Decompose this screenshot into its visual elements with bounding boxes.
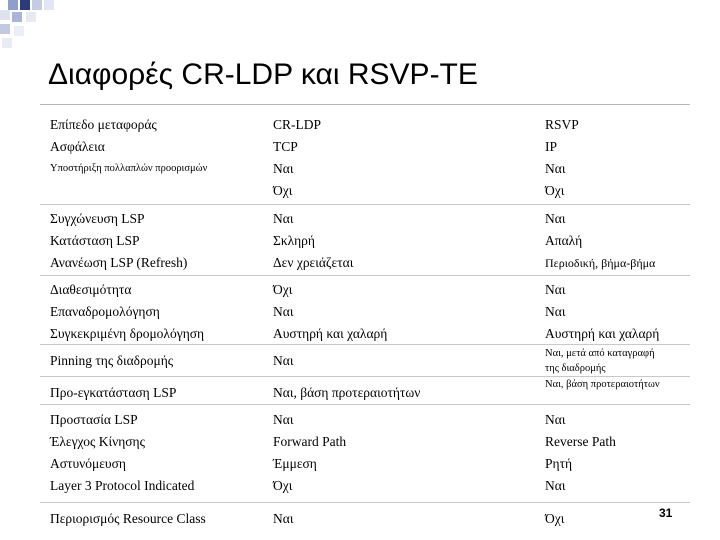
feature-label: Pinning της διαδρομής xyxy=(50,353,174,368)
crldp-value: Ναι xyxy=(273,211,294,226)
feature-label: Διαθεσιμότητα xyxy=(50,282,132,297)
crldp-value: TCP xyxy=(273,139,298,154)
crldp-value: Δεν χρειάζεται xyxy=(273,255,354,270)
table-row xyxy=(40,377,690,405)
feature-label: Συγχώνευση LSP xyxy=(50,211,145,226)
rsvp-value: Ναι xyxy=(545,304,566,319)
feature-label: Επαναδρομολόγηση xyxy=(50,304,160,319)
feature-label: Προστασία LSP xyxy=(50,412,138,427)
feature-cell xyxy=(50,350,270,372)
feature-label: Επίπεδο μεταφοράς xyxy=(50,117,157,132)
rsvp-value: Όχι xyxy=(545,183,565,198)
rsvp-value: Απαλή xyxy=(545,233,583,248)
feature-cell xyxy=(50,279,270,345)
crldp-value: Ναι xyxy=(273,511,294,526)
feature-label: Προ-εγκατάσταση LSP xyxy=(50,385,177,400)
table-row xyxy=(40,205,690,276)
feature-cell xyxy=(50,409,270,497)
rsvp-value: της διαδρομής xyxy=(545,363,606,374)
rsvp-value: Ναι xyxy=(545,412,566,427)
crldp-cell xyxy=(273,508,543,530)
table-row xyxy=(40,276,690,345)
crldp-cell xyxy=(273,279,543,345)
crldp-cell xyxy=(273,114,543,202)
table-row xyxy=(40,345,690,377)
rsvp-value: Ρητή xyxy=(545,456,573,471)
rsvp-value: Περιοδική, βήμα-βήμα xyxy=(545,256,656,270)
feature-label: Αστυνόμευση xyxy=(50,456,126,471)
table-row xyxy=(40,503,690,533)
comparison-table xyxy=(40,108,690,533)
rsvp-value: Ναι xyxy=(545,161,566,176)
rsvp-value: Όχι xyxy=(545,511,565,526)
crldp-value: Όχι xyxy=(273,478,293,493)
crldp-value: Σκληρή xyxy=(273,233,315,248)
rsvp-cell xyxy=(545,409,690,497)
feature-label: Έλεγχος Κίνησης xyxy=(50,434,145,449)
rsvp-cell xyxy=(545,346,690,376)
feature-label: Ανανέωση LSP (Refresh) xyxy=(50,255,188,270)
feature-label: Ασφάλεια xyxy=(50,139,105,154)
rsvp-cell xyxy=(545,377,690,392)
crldp-value: Αυστηρή και χαλαρή xyxy=(273,326,388,341)
rsvp-value: Ναι, μετά από καταγραφή xyxy=(545,348,655,359)
rsvp-value: Αυστηρή και χαλαρή xyxy=(545,326,660,341)
crldp-value: Όχι xyxy=(273,183,293,198)
feature-cell xyxy=(50,508,270,530)
rsvp-column-header: RSVP xyxy=(545,117,579,132)
feature-label: Υποστήριξη πολλαπλών προορισμών xyxy=(50,163,208,174)
crldp-cell xyxy=(273,382,543,404)
table-row xyxy=(40,108,690,205)
crldp-value: Ναι xyxy=(273,161,294,176)
slide-title: Διαφορές CR-LDP και RSVP-TE xyxy=(48,58,478,91)
crldp-value: Όχι xyxy=(273,282,293,297)
crldp-cell xyxy=(273,409,543,497)
crldp-column-header: CR-LDP xyxy=(273,117,322,132)
crldp-value: Ναι xyxy=(273,353,294,368)
feature-label: Layer 3 Protocol Indicated xyxy=(50,478,195,493)
feature-label: Κατάσταση LSP xyxy=(50,233,140,248)
feature-cell xyxy=(50,382,270,404)
title-divider xyxy=(40,104,690,105)
feature-label: Συγκεκριμένη δρομολόγηση xyxy=(50,326,205,341)
rsvp-value: Reverse Path xyxy=(545,434,616,449)
crldp-cell xyxy=(273,208,543,274)
rsvp-value: Ναι xyxy=(545,282,566,297)
rsvp-value: Ναι xyxy=(545,478,566,493)
crldp-value: Ναι, βάση προτεραιοτήτων xyxy=(273,385,421,400)
crldp-value: Ναι xyxy=(273,412,294,427)
corner-decoration xyxy=(0,0,70,48)
feature-label: Περιορισμός Resource Class xyxy=(50,511,206,526)
rsvp-value: IP xyxy=(545,139,558,154)
feature-cell xyxy=(50,114,270,176)
crldp-cell xyxy=(273,350,543,372)
rsvp-value: Ναι, βάση προτεραιοτήτων xyxy=(545,379,660,390)
rsvp-cell xyxy=(545,114,690,202)
rsvp-value: Ναι xyxy=(545,211,566,226)
rsvp-cell xyxy=(545,279,690,345)
crldp-value: Έμμεση xyxy=(273,456,317,471)
rsvp-cell xyxy=(545,208,690,274)
crldp-value: Forward Path xyxy=(273,434,347,449)
page-number: 31 xyxy=(659,506,673,520)
table-row xyxy=(40,405,690,503)
feature-cell xyxy=(50,208,270,274)
crldp-value: Ναι xyxy=(273,304,294,319)
